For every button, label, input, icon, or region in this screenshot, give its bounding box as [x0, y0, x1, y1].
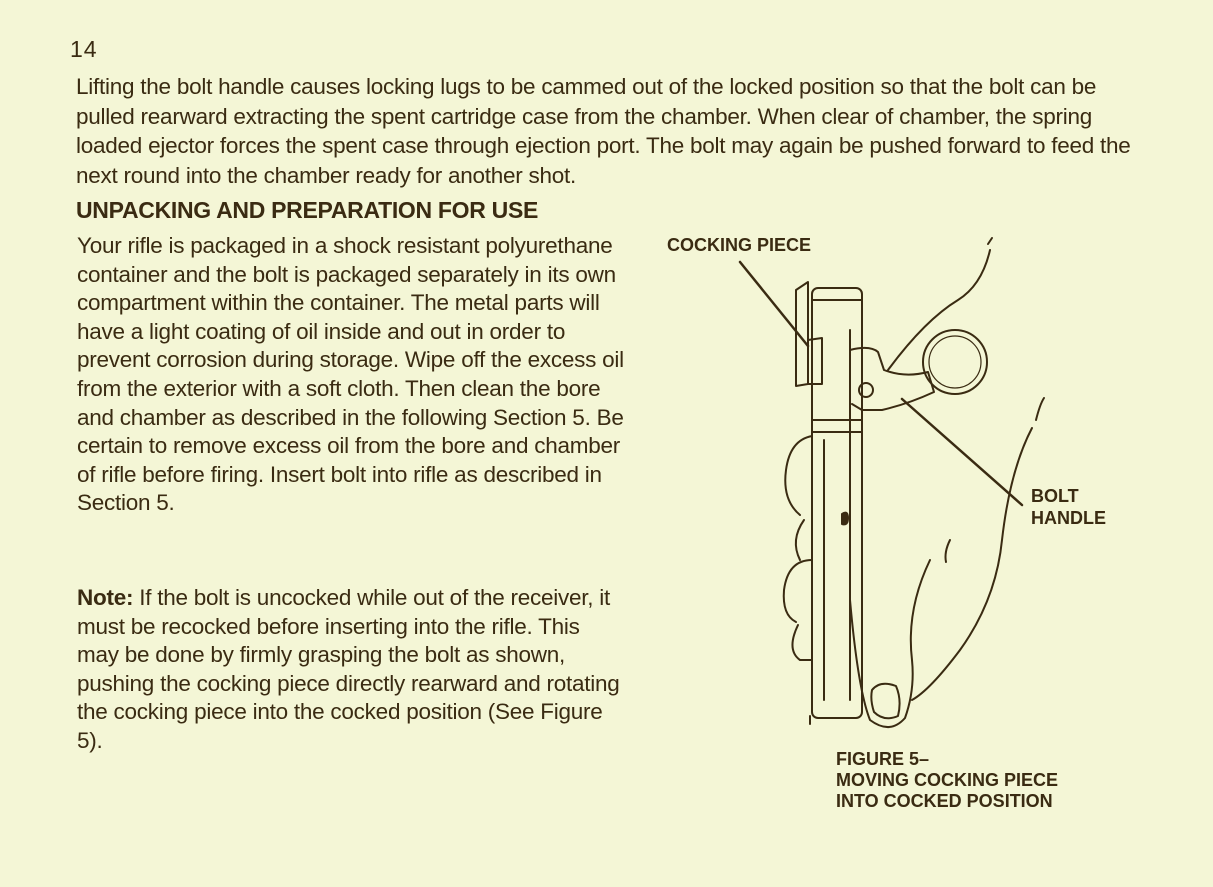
caption-line-3: INTO COCKED POSITION [836, 791, 1053, 811]
cocking-piece-leader [740, 262, 808, 346]
note-text: If the bolt is uncocked while out of the receiver, it must be recocked before inserting into the rifle. This may be done by firmly grasping the bolt as shown, pushing the cocking piece directly rearward and rotating the cocking piece into the cocked position (See Figure 5). [77, 585, 620, 753]
label-cocking-piece: COCKING PIECE [667, 235, 812, 255]
label-bolt-handle [1031, 485, 1106, 529]
intro-paragraph: Lifting the bolt handle causes locking lugs to be cammed out of the locked position so that the bolt can be pulled rearward extracting the spent cartridge case from the chamber. When clear of chamber, the spring loaded ejector forces the spent case through ejection port. The bolt may again be pushed forward to feed the next round into the chamber ready for another shot. [76, 74, 1131, 188]
figure-caption [836, 749, 1058, 812]
hand-icon [784, 238, 1044, 727]
caption-line-2: MOVING COCKING PIECE [836, 770, 1059, 790]
label-bolt: BOLT [1031, 486, 1079, 506]
body-paragraph: Your rifle is packaged in a shock resistant polyurethane container and the bolt is packaged separately in its own compartment within the container. The metal parts will have a light coating of oil inside and out in order to prevent corrosion during storage. Wipe off the excess oil from the exterior with a soft cloth. Then clean the bore and chamber as described in the following Section 5. Be certain to remove excess oil from the bore and chamber of rifle before firing. Insert bolt into rifle as described in Section 5. [77, 233, 624, 516]
note-label: Note: [77, 585, 134, 610]
label-handle: HANDLE [1031, 508, 1106, 528]
caption-line-1: FIGURE 5– [836, 749, 930, 769]
bolt-handle-leader [902, 399, 1022, 505]
section-heading: UNPACKING AND PREPARATION FOR USE [76, 197, 539, 223]
page-number: 14 [70, 36, 98, 62]
